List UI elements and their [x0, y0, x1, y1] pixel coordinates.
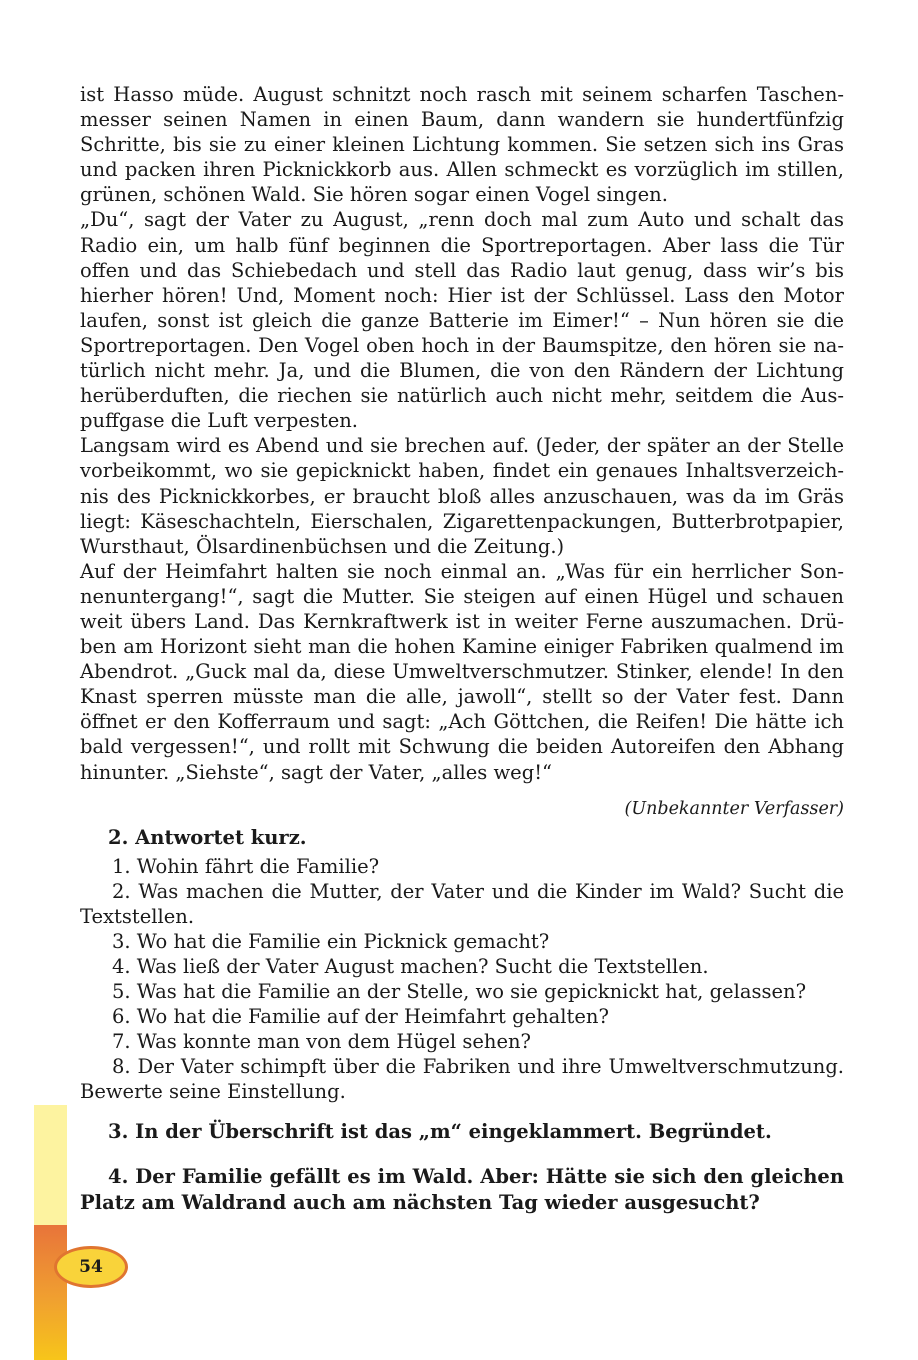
question-item: 5. Was hat die Familie an der Stelle, wo sie gepicknickt hat, gelassen?	[112, 980, 807, 1004]
task-4: 4. Der Familie gefällt es im Wald. Aber: Hätte sie sich den gleichen Platz am Waldrand auch am nächsten Tag wieder ausgesucht?	[80, 1165, 844, 1214]
page-number: 54	[79, 1257, 103, 1277]
question-item: 3. Wo hat die Familie ein Picknick gemacht?	[112, 929, 550, 953]
story-paragraph: Auf der Heimfahrt halten sie noch einmal an. „Was für ein herrlicher Sonnenuntergang!“, sagt die Mutter. Sie steigen auf einen Hügel und schauen weit übers Land. Das Kernkraftwerk ist in weiter Ferne auszumachen. Drüben am Horizont sieht man die hohen Kamine einiger Fabriken qualmend im Abendrot. „Guck mal da, diese Umweltverschmutzer. Stinker, elende! In den Knast sperren müsste man die alle, jawoll“, stellt so der Vater fest. Dann öffnet er den Kofferraum und sagt: „Ach Göttchen, die Reifen! Die hätte ich bald vergessen!“, und rollt mit Schwung die beiden Autoreifen den Abhang hinunter. „Siehste“, sagt der Vater, „alles weg!“	[80, 559, 844, 784]
story-paragraph: Langsam wird es Abend und sie brechen auf. (Jeder, der später an der Stelle vorbeikommt, wo sie gepicknickt haben, findet ein genaues Inhaltsverzeichnis des Picknickkorbes, er braucht bloß alles anzuschauen, was da im Gräs liegt: Käseschachteln, Eierschalen, Zigarettenpackungen, Butterbrotpapier, Wursthaut, Ölsardinenbüchsen und die Zeitung.)	[80, 434, 844, 558]
page-content	[80, 82, 844, 1215]
question-item: 6. Wo hat die Familie auf der Heimfahrt gehalten?	[112, 1005, 609, 1029]
task-3: 3. In der Überschrift ist das „m“ eingeklammert. Begründet.	[108, 1119, 772, 1143]
task-2-title: 2. Antwortet kurz.	[108, 825, 307, 849]
question-item: 4. Was ließ der Vater August machen? Sucht die Textstellen.	[112, 955, 709, 978]
margin-accent	[34, 1225, 67, 1360]
story-paragraph: ist Hasso müde. August schnitzt noch rasch mit seinem scharfen Taschenmesser seinen Namen in einen Baum, dann wandern sie hundertfünfzig Schritte, bis sie zu einer kleinen Lichtung kommen. Sie setzen sich ins Gras und packen ihren Picknickkorb aus. Allen schmeckt es vorzüglich im stillen, grünen, schönen Wald. Sie hören sogar einen Vogel singen.	[80, 83, 844, 207]
question-item: 8. Der Vater schimpft über die Fabriken und ihre Umweltverschmutzung. Bewerte seine Einstellung.	[80, 1055, 844, 1104]
author-credit: (Unbekannter Verfasser)	[624, 798, 844, 819]
question-item: 1. Wohin fährt die Familie?	[112, 854, 380, 878]
question-item: 2. Was machen die Mutter, der Vater und die Kinder im Wald? Sucht die Textstellen.	[80, 879, 844, 928]
question-item: 7. Was konnte man von dem Hügel sehen?	[112, 1030, 532, 1054]
story-paragraph: „Du“, sagt der Vater zu August, „renn doch mal zum Auto und schalt das Radio ein, um halb fünf beginnen die Sportreportagen. Aber lass die Tür offen und das Schiebedach und stell das Radio laut genug, dass wir’s bis hierher hören! Und, Moment noch: Hier ist der Schlüssel. Lass den Motor laufen, sonst ist gleich die ganze Batterie im Eimer!“ – Nun hören sie die Sportreportagen. Den Vogel oben hoch in der Baumspitze, den hören sie natürlich nicht mehr. Ja, und die Blumen, die von den Rändern der Lichtung herüberduften, die riechen sie natürlich auch nicht mehr, seitdem die Auspuffgase die Luft verpesten.	[80, 208, 844, 433]
page-number-badge	[54, 1246, 128, 1288]
